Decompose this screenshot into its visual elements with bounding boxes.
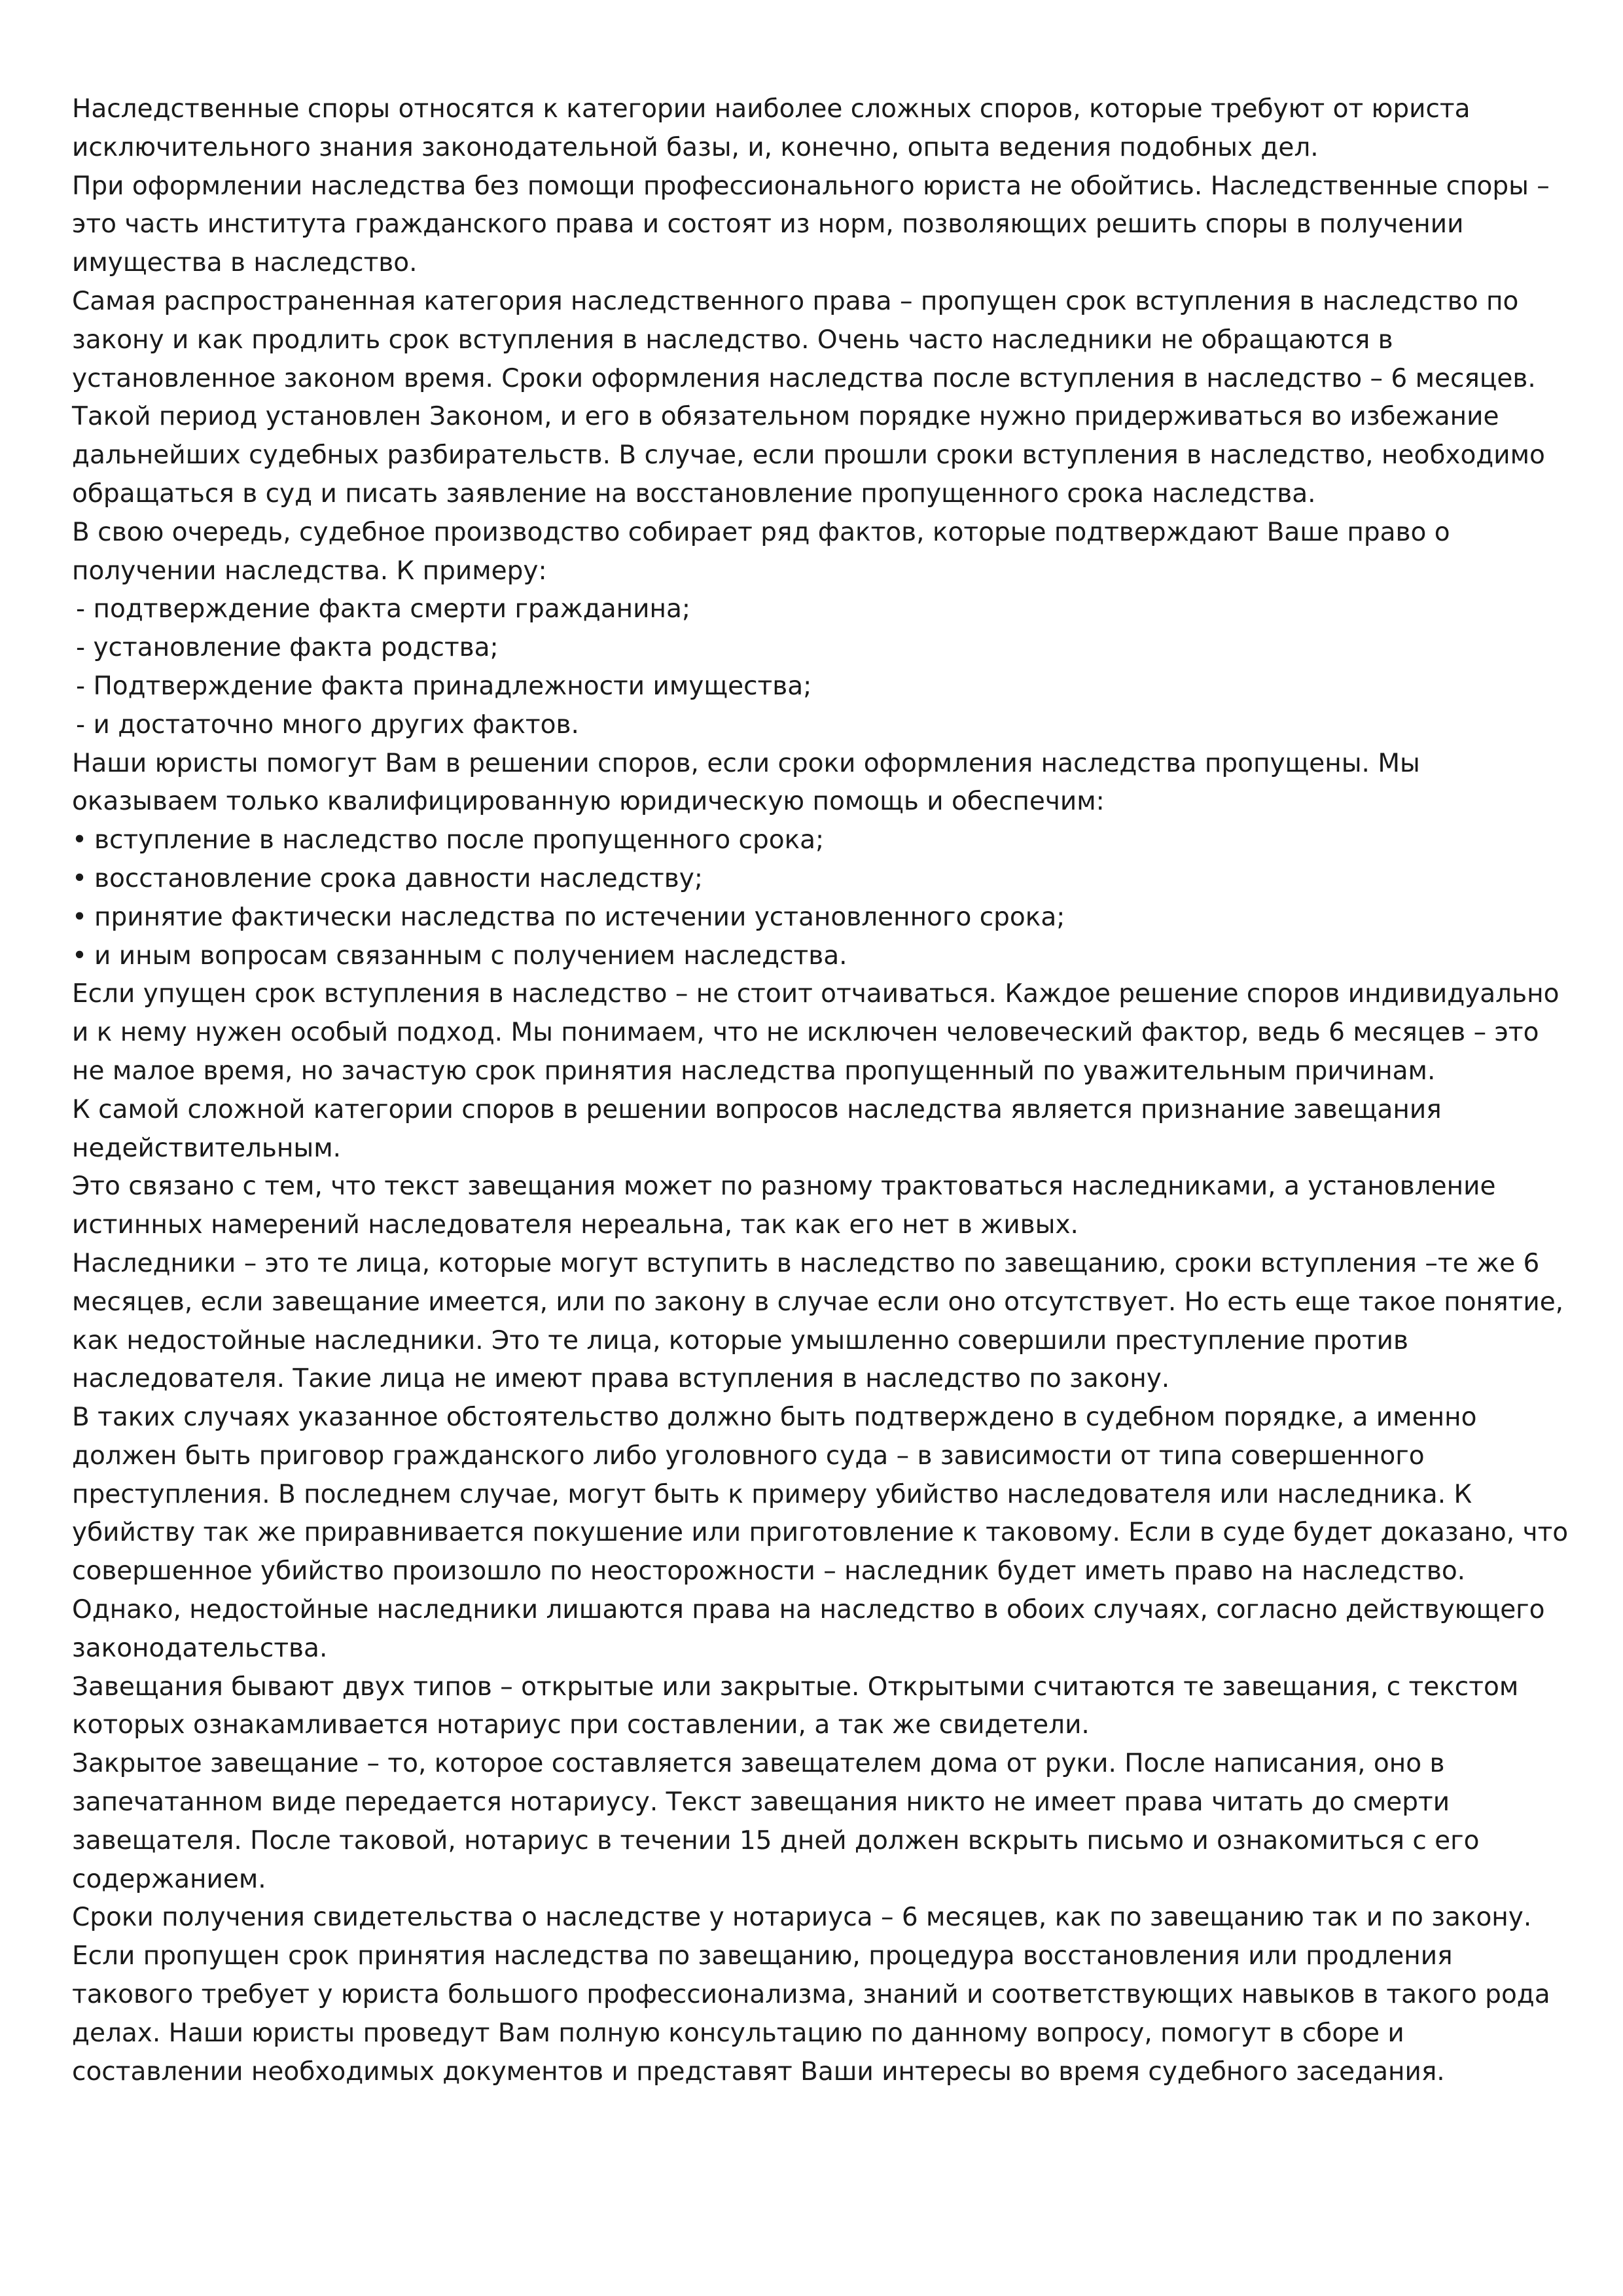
list-item-text: вступление в наследство после пропущенного срока; <box>94 825 825 855</box>
paragraph-professional-lawyer: При оформлении наследства без помощи профессионального юриста не обойтись. Наследственные споры – это часть института гражданского права и состоят из норм, позволяющих решить споры в получении имущества в наследство. <box>72 171 1550 278</box>
list-item <box>72 899 1571 937</box>
paragraph-will-types: Завещания бывают двух типов – открытые или закрытые. Открытыми считаются те завещания, с текстом которых ознакамливается нотариус при составлении, а так же свидетели. <box>72 1672 1519 1740</box>
paragraph-court-order: В таких случаях указанное обстоятельство должно быть подтверждено в судебном порядке, а именно должен быть приговор гражданского либо уголовного суда – в зависимости от типа совершенного преступления. В последнем случае, могут быть к примеру убийство наследователя или наследника. К убийству так же приравнивается покушение или приготовление к таковому. Если в суде будет доказано, что совершенное убийство произошло по неосторожности – наследник будет иметь право на наследство. Однако, недостойные наследники лишаются права на наследство в обоих случаях, согласно действующего законодательства. <box>72 1403 1569 1663</box>
document-body <box>72 90 1571 2091</box>
list-item: - и достаточно много других фактов. <box>76 709 579 740</box>
paragraph-invalid-will: К самой сложной категории споров в решении вопросов наследства является признание завещания недействительным. <box>72 1094 1442 1163</box>
paragraph-our-lawyers: Наши юристы помогут Вам в решении споров, если сроки оформления наследства пропущены. Мы оказываем только квалифицированную юридическую помощь и обеспечим: <box>72 748 1420 817</box>
paragraph-missed-deadline: Самая распространенная категория наследственного права – пропущен срок вступления в наследство по закону и как продлить срок вступления в наследство. Очень часто наследники не обращаются в установленное законом время. Сроки оформления наследства после вступления в наследство – 6 месяцев. Такой период установлен Законом, и его в обязательном порядке нужно придерживаться во избежание дальнейших судебных разбирательств. В случае, если прошли сроки вступления в наследство, необходимо обращаться в суд и писать заявление на восстановление пропущенного срока наследства. <box>72 286 1545 509</box>
list-item-text: принятие фактически наследства по истечении установленного срока; <box>94 902 1065 932</box>
bullet-icon: • <box>72 902 88 932</box>
list-item: - подтверждение факта смерти гражданина; <box>76 594 690 624</box>
paragraph-certificate-terms: Сроки получения свидетельства о наследстве у нотариуса – 6 месяцев, как по завещанию так и по закону. <box>72 1903 1532 1933</box>
list-item <box>72 860 1571 899</box>
paragraph-will-interpretation: Это связано с тем, что текст завещания может по разному трактоваться наследниками, а установление истинных намерений наследователя нереальна, так как его нет в живых. <box>72 1172 1496 1240</box>
facts-dash-list <box>72 590 1571 744</box>
paragraph-intro: Наследственные споры относятся к категории наиболее сложных споров, которые требуют от юриста исключительного знания законодательной базы, и, конечно, опыта ведения подобных дел. <box>72 94 1471 162</box>
bullet-icon: • <box>72 863 88 893</box>
list-item: - установление факта родства; <box>76 633 499 663</box>
list-item <box>72 821 1571 860</box>
paragraph-dont-despair: Если упущен срок вступления в наследство – не стоит отчаиваться. Каждое решение споров индивидуально и к нему нужен особый подход. Мы понимаем, что не исключен человеческий фактор, ведь 6 месяцев – это не малое время, но зачастую срок принятия наследства пропущенный по уважительным причинам. <box>72 979 1560 1086</box>
paragraph-court-facts: В свою очередь, судебное производство собирает ряд фактов, которые подтверждают Ваше право о получении наследства. К примеру: <box>72 517 1450 586</box>
list-item: - Подтверждение факта принадлежности имущества; <box>76 671 812 701</box>
bullet-icon: • <box>72 825 88 855</box>
list-item <box>72 937 1571 976</box>
paragraph-heirs: Наследники – это те лица, которые могут вступить в наследство по завещанию, сроки вступления –те же 6 месяцев, если завещание имеется, или по закону в случае если оно отсутствует. Но есть еще такое понятие, как недостойные наследники. Это те лица, которые умышленно совершили преступление против наследователя. Такие лица не имеют права вступления в наследство по закону. <box>72 1248 1564 1394</box>
list-item-text: и иным вопросам связанным с получением наследства. <box>94 941 847 971</box>
paragraph-closed-will: Закрытое завещание – то, которое составляется завещателем дома от руки. После написания, оно в запечатанном виде передается нотариусу. Текст завещания никто не имеет права читать до смерти завещателя. После таковой, нотариус в течении 15 дней должен вскрыть письмо и ознакомиться с его содержанием. <box>72 1749 1480 1894</box>
services-bullet-list <box>72 821 1571 975</box>
bullet-icon: • <box>72 941 88 971</box>
paragraph-consultation: Если пропущен срок принятия наследства по завещанию, процедура восстановления или продления такового требует у юриста большого профессионализма, знаний и соответствующих навыков в такого рода делах. Наши юристы проведут Вам полную консультацию по данному вопросу, помогут в сборе и составлении необходимых документов и представят Ваши интересы во время судебного заседания. <box>72 1941 1550 2087</box>
list-item-text: восстановление срока давности наследству; <box>94 863 703 893</box>
